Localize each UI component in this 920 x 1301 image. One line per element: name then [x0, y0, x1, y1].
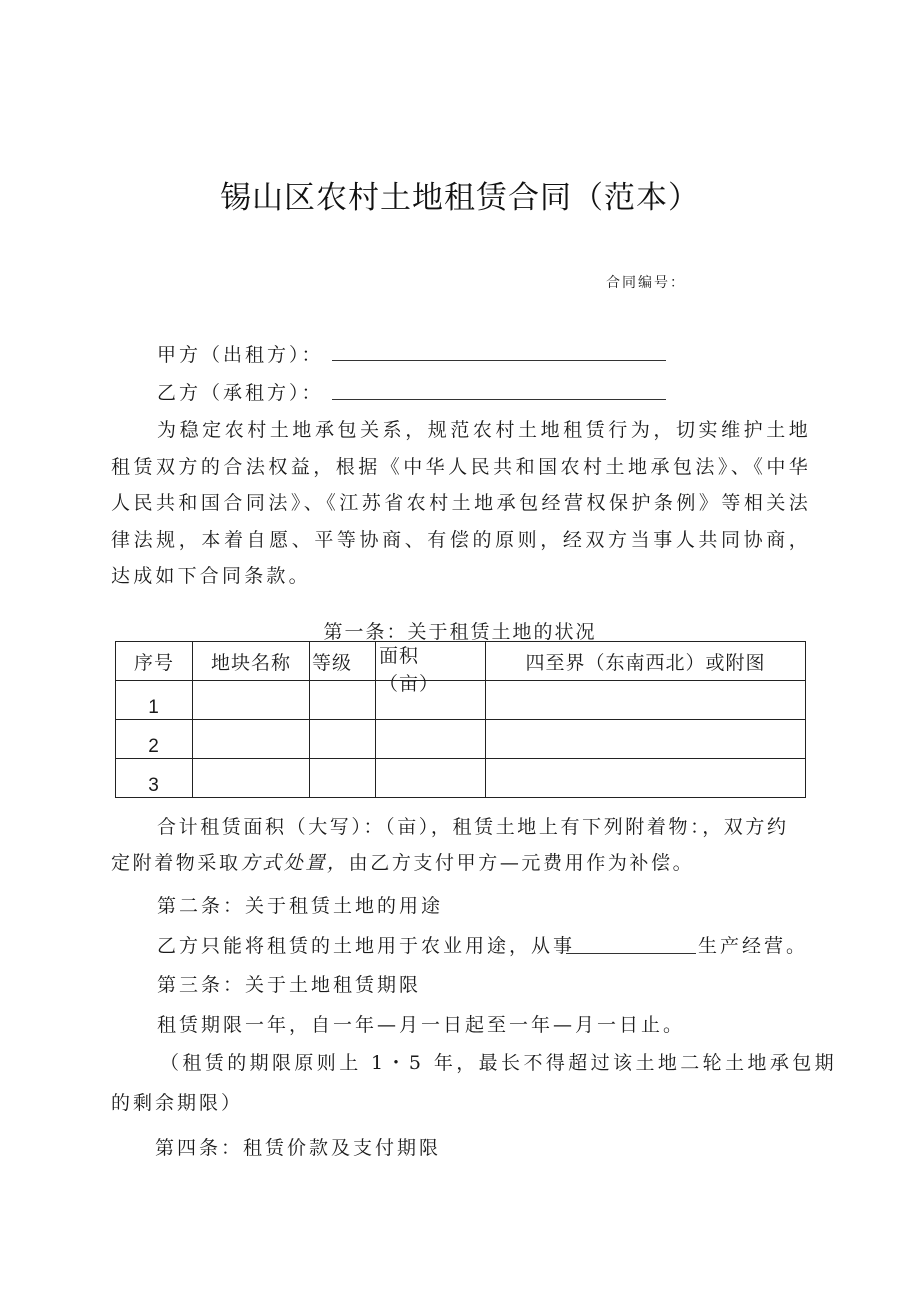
party-b-blank[interactable]: [332, 399, 666, 400]
disposal-prefix: 定附着物采取: [111, 852, 241, 874]
grade-cell[interactable]: [310, 759, 376, 798]
party-b-label: 乙方（承租方）：: [157, 382, 324, 404]
land-status-table: [115, 641, 806, 798]
disposal-method: 方式处置，: [240, 852, 349, 874]
party-a-label: 甲方（出租方）：: [157, 344, 324, 366]
total-area-line-1: 合计租赁面积（大写）：（亩），租赁土地上有下列附着物：，双方约: [157, 816, 789, 838]
row-number: 3: [116, 759, 193, 798]
boundaries-cell[interactable]: [486, 759, 806, 798]
table-header-row: [116, 642, 806, 681]
header-area-text: 面积（亩）: [379, 645, 440, 695]
article-3-note-line-1: （租赁的期限原则上 1・5 年，最长不得超过该土地二轮土地承包期: [160, 1052, 838, 1074]
article-2-title: 第二条：关于租赁土地的用途: [157, 895, 444, 917]
area-cell[interactable]: [376, 720, 486, 759]
header-boundaries: 四至界（东南西北）或附图: [486, 642, 806, 681]
header-grade: 等级: [310, 642, 376, 681]
row-number: 1: [116, 681, 193, 720]
header-seq: 序号: [116, 642, 193, 681]
area-cell[interactable]: [376, 759, 486, 798]
article-3-note-line-2: 的剩余期限）: [111, 1092, 244, 1114]
table-row: [116, 759, 806, 798]
article-2-text-b: 生产经营。: [698, 935, 809, 957]
article-4-title: 第四条：租赁价款及支付期限: [155, 1137, 442, 1159]
document-title: 锡山区农村土地租赁合同（范本）: [220, 180, 700, 216]
compensation-text: 由乙方支付甲方—元费用作为补偿。: [348, 852, 695, 874]
article-2-text-a: 乙方只能将租赁的土地用于农业用途，从事: [157, 935, 576, 957]
total-area-line-2: [111, 850, 694, 876]
grade-cell[interactable]: [310, 720, 376, 759]
article-1-title: 第一条：关于租赁土地的状况: [323, 621, 597, 643]
boundaries-cell[interactable]: [486, 720, 806, 759]
party-a-blank[interactable]: [332, 360, 666, 361]
plot-name-cell[interactable]: [193, 681, 310, 720]
header-area: [376, 642, 486, 695]
business-type-blank[interactable]: [566, 953, 696, 954]
table-row: [116, 681, 806, 720]
boundaries-cell[interactable]: [486, 681, 806, 720]
article-3-title: 第三条：关于土地租赁期限: [157, 974, 422, 996]
preamble-paragraph: 为稳定农村土地承包关系，规范农村土地租赁行为，切实维护土地租赁双方的合法权益，根据《中华人民共和国农村土地承包法》、《中华人民共和国合同法》、《江苏省农村土地承包经营权保护条例》等相关法律法规，本着自愿、平等协商、有偿的原则，经双方当事人共同协商，达成如下合同条款。: [111, 419, 811, 588]
plot-name-cell[interactable]: [193, 759, 310, 798]
plot-name-cell[interactable]: [193, 720, 310, 759]
table-row: [116, 720, 806, 759]
header-plot-name: 地块名称: [193, 642, 310, 681]
row-number: 2: [116, 720, 193, 759]
grade-cell[interactable]: [310, 681, 376, 720]
contract-number-label: 合同编号：: [606, 275, 686, 291]
article-3-text: 租赁期限一年，自一年—月一日起至一年—月一日止。: [157, 1014, 686, 1036]
